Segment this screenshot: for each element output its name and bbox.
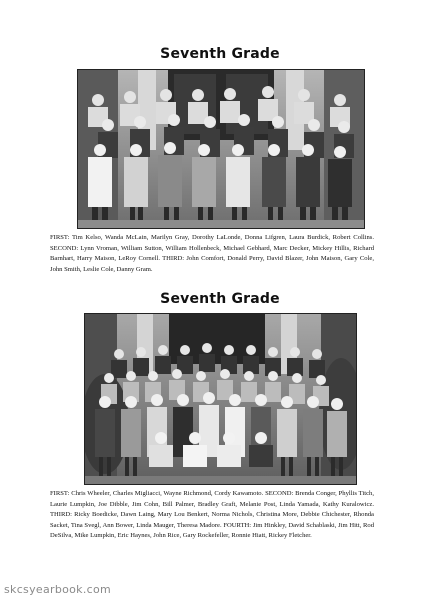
class-photo-1-image xyxy=(78,70,364,228)
section-2-heading: Seventh Grade xyxy=(160,291,280,307)
site-watermark: skcsyearbook.com xyxy=(4,583,112,596)
section-2-caption: FIRST: Chris Wheeler, Charles Migliacci, Wayne Richmond, Cordy Kawamoto. SECOND: Brenda Conger, Phyllis Titch, Laurie Lumpkin, Joe Dibble, Jim Cohn, Bill Palmer, Bradley Graft, Melanie Post, Linda Yamada, Kathy Kuralowicz. THIRD: Ricky Boedicke, Dawn Laing, Mary Lou Benkert, Norma Nichols, Christina More, Debbie Chichester, Rhonda Sacket, Tina Svegl, Ann Bower, Linda Mauger, Theresa Madore. FOURTH: Jim Hinkley, David Schablaski, Jim Hitt, Rod DeSilva, Mike Lumpkin, Eric Haynes, John Rice, Gary Rockefeller, Ronnie Hiatt, Rickey Fletcher. xyxy=(50,490,374,539)
class-photo-1 xyxy=(77,69,365,229)
section-1-heading: Seventh Grade xyxy=(160,46,280,62)
class-photo-2 xyxy=(84,313,357,485)
class-photo-2-image xyxy=(85,314,356,484)
section-1-caption: FIRST: Tim Kelso, Wanda McLain, Marilyn Gray, Dorothy LaLonde, Donna Lifgren, Laura Burdick, Robert Collins. SECOND: Lynn Vroman, William Sutton, William Hollenbeck, Michael Gebhard, Marc Decker, Mickey Hillis, Richard Barnhart, Harry Maison, LeRoy Cornell. THIRD: John Comfort, Donald Perry, David Blazer, John Maison, Gary Cole, John Smith, Leslie Cole, Danny Gram. xyxy=(50,234,374,273)
